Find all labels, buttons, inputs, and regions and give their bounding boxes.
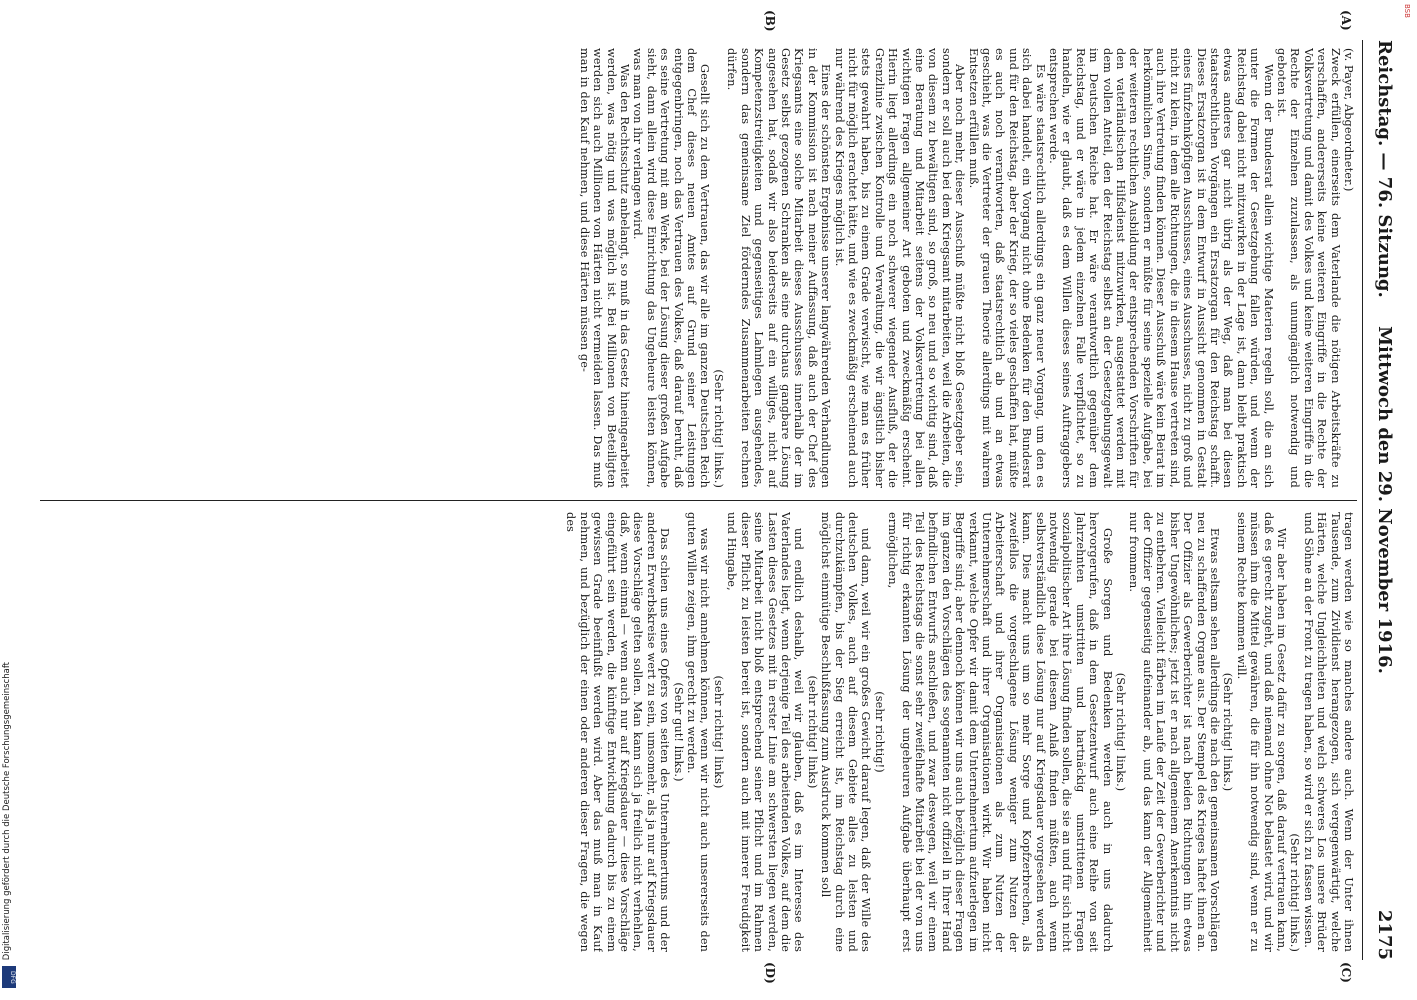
interjection: (Sehr richtig! links.) [1114,672,1128,792]
paragraph: Was den Rechtsschutz anbelangt, so muß in das Gesetz hineingearbeitet werden, was nötig und was möglich ist. Bei Millionen von Beteiligten werden sich auch Millionen von Härten nicht vermeiden lassen. Das muß man in den Kauf nehmen, und diese Härten müssen ge- [577,48,632,488]
paragraph: Gesellt sich zu dem Vertrauen, das wir alle im ganzen Deutschen Reich dem Chef dieses neuen Amtes auf Grund seiner Leistungen entgegenbringen, noch das Vertrauen des Volkes, daß darauf beruht, daß es seine Vertretung mit am Werke, bei der Lösung dieser großen Aufgabe sieht, dann allein wird diese Einrichtung das Ungeheure leisten können, was man von ihr verlangen wird. [631,48,712,488]
digitization-credit: Digitalisierung gefördert durch die Deutsche Forschungsgemeinschaft [2,661,12,960]
paragraph: Wir aber haben im Gesetz dafür zu sorgen, daß darauf vertrauen kann, daß es gerecht zugeht, und daß niemand ohne Not belastet wird, und wir müssen ihm die Mittel gewähren, die für ihn notwendig sind, wenn er zu seinem Rechte kommen will. [1234,512,1288,952]
interjection: (sehr richtig! links) [711,675,725,789]
paragraph: Etwas seltsam sehen allerdings die nach den gemeinsamen Vorschlägen neu zu schaffenden Organe aus. Der Stempel des Krieges haftet ihnen an. Der Offizier als Gewerberichter ist nach beiden Richtungen hin etwas bisher Ungewöhnliches; jetzt ist er nach allgemeinem Anerkenntnis nicht zu entbehren. Vielleicht färben im Laufe der Zeit der Gewerberichter und der Offizier gegenseitig aufeinander ab, und das kann der Allgemeinheit nur frommen. [1127,512,1221,952]
interjection: (sehr richtig! links) [805,675,819,789]
column-rule [40,500,1357,501]
interjection: (sehr richtig!) [872,691,886,773]
interjection: (Sehr richtig! links.) [1288,833,1302,952]
paragraph: tragen werden wie so manches andere auch. Wenn der Unter ihnen Tausende, zum Zivildienst herangezogen, sich vergegenwärtigt, welche Härten, welche Ungleichheiten und welch schweres Los unsere Brüder und Söhne an der Front zu tragen haben, so wird er sich zu fassen wissen. [1301,512,1355,952]
right-column [60,512,1355,952]
header-left: Reichstag. — 76. Sitzung. [1374,40,1395,298]
margin-mark-d: (D) [763,962,777,984]
speaker-line: (v. Payer, Abgeordneter.) [1342,48,1355,192]
interjection: (Sehr richtig! links.) [1221,672,1235,792]
dfg-logo: DFG [2,966,16,988]
paragraph: Es wäre staatsrechtlich allerdings ein ganz neuer Vorgang, um den es sich dabei handelt, ein Vorgang nicht ohne Bedenken für den Bundesrat und für den Reichstag, aber der Krieg, der so vieles geschaffen hat, müßte es auch noch verantworten, daß staatsrechtlich ab und an etwas geschieht, was die Vertreter der grauen Theorie allerdings mit wahrem Entsetzen erfüllen muß. [966,48,1047,488]
paragraph: was wir nicht annehmen können, wenn wir nicht auch unsererseits den guten Willen zeigen, ihm gerecht zu werden. [685,512,712,952]
margin-mark-b: (B) [763,10,777,32]
header-rule [1362,40,1363,960]
paragraph: und endlich deshalb, weil wir glauben, daß es im Interesse des Vaterlandes liegt, wenn derjenige Teil des arbeitenden Volkes, auf dem die Lasten dieses Gesetzes mit in erster Linie am schwersten liegen werden, seine Mitarbeit nicht bloß entsprechend seiner Pflicht und im Rahmen dieser Pflicht zu leisten bereit ist, sondern auch mit innerer Freudigkeit und Hingabe, [725,512,806,952]
paragraph: und dann, weil wir ein großes Gewicht darauf legen, daß der Wille des deutschen Volkes, auch auf diesem Gebiete alles zu leisten und durchzukämpfen, bis der Sieg erreicht ist, im Reichstag durch eine möglichst einmütige Beschlußfassung zum Ausdruck kommen soll [819,512,873,952]
page-number: 2175 [1374,909,1395,960]
library-mark: BSB [1403,4,1411,18]
header-date: Mittwoch den 29. November 1916. [1374,326,1395,674]
paragraph: Wenn der Bundesrat allein wichtige Materien regeln soll, die an sich unter die Formen der Gesetzgebung fallen würden, und wenn der Reichstag dabei nicht mitzuwirken in der Lage ist, dann bleibt praktisch etwas anderes gar nicht übrig als der Weg, daß man bei diesen staatsrechtlichen Vorgängen ein Ersatzorgan für den Reichstag schafft. Dieses Ersatzorgan ist in dem Entwurf in Aussicht genommen in Gestalt eines fünfzehnköpfigen Ausschusses, eines Ausschusses, nicht zu groß und nicht zu klein, in dem alle Richtungen, die in diesem Hause vertreten sind, auch ihre Vertretung finden können. Dieser Ausschuß wäre kein Beirat im herkömmlichen Sinne, sondern er müßte für seine spezielle Aufgabe, bei der weiteren rechtlichen Ausbildung der entsprechenden Vorschriften für den vaterländischen Hilfsdienst mitzuwirken, ausgestattet werden mit dem vollen Anteil, den der Reichstag selbst an der Gesetzgebungsgewalt im Deutschen Reiche hat. Er wäre verantwortlich gegenüber dem Reichstag, und er wäre in jedem einzelnen Falle verpflichtet, so zu handeln, wie er glaubt, daß es dem Willen dieses seines Auftraggebers entsprechen werde. [1047,48,1275,488]
paragraph: Zweck erfüllen, einerseits dem Vaterlande die nötigen Arbeitskräfte zu verschaffen, andererseits keine weiteren Eingriffe in die Rechte der Volksvertretung und damit des Volkes und keine weiteren Eingriffe in die Rechte der Einzelnen zuzulassen, als unumgänglich notwendig und geboten ist. [1274,48,1342,488]
left-column [60,48,1355,488]
paragraph: Aber noch mehr, dieser Ausschuß müßte nicht bloß Gesetzgeber sein, sondern er soll auch bei dem Kriegsamt mitarbeiten, weil die Arbeiten, die von diesem zu bewältigen sind, so groß, so neu und so wichtig sind, daß eine Beratung und Mitarbeit seitens der Volksvertretung bei allen wichtigen Fragen allgemeiner Art geboten und zweckmäßig erscheint. Hierin liegt allerdings ein noch schwerer wiegender Ausfluß, der die Grenzlinie zwischen Kontrolle und Verwaltung, die wir ängstlich bisher stets gewahrt haben, bis zu einem Grade verwischt, wie man es früher nicht für möglich erachtet hätte, und wie es zweckmäßig erscheinend auch nur während des Krieges möglich ist. [832,48,967,488]
interjection: (Sehr gut! links.) [671,682,685,782]
paragraph: Das schien uns eines Opfers von seiten des Unternehmertums und der anderen Erwerbskreise wert zu sein, umsomehr, als ja nur auf Kriegsdauer diese Vorschläge gelten sollen. Man kann sich ja freilich nicht verhehlen, daß, wenn einmal — wenn auch nur auf Kriegsdauer — diese Vorschläge eingeführt sein werden, die künftige Entwicklung dadurch bis zu einem gewissen Grade beeinflußt werden wird. Aber das muß man in Kauf nehmen, und bezüglich der einen oder anderen dieser Fragen, die wegen des [564,512,672,952]
paragraph: Eines der schönsten Ergebnisse unserer langwährenden Verhandlungen in der Kommission ist nach meiner Auffassung, daß auch der Chef des Kriegsamts eine solche Mitarbeit dieses Ausschusses innerhalb der im Gesetz selbst gezogenen Schranken als eine durchaus gangbare Lösung angesehen hat, sodaß wir also beiderseits auf ein williges, nicht auf Kompetenzstreitigkeiten und gegenseitiges Lahmlegen ausgehendes, sondern das gemeinsame Ziel förderndes Zusammenarbeiten rechnen dürfen. [725,48,833,488]
paragraph: Große Sorgen und Bedenken werden auch in uns dadurch hervorgerufen, daß in dem Gesetzentwurf auch eine Reihe von seit Jahrzehnten umstritten und hartnäckig umstrittenen Fragen sozialpolitischer Art ihre Lösung finden sollen, die sie an und für sich nicht notwendig gerade bei diesem Anlaß finden müßten, auch wenn selbstverständlich diese Lösung nur auf Kriegsdauer vorgesehen werden kann. Dies macht uns um so mehr Sorge und Kopfzerbrechen, als zweifellos die vorgeschlagene Lösung weniger zum Nutzen der Arbeiterschaft und ihrer Organisationen als zum Nutzen der Unternehmerschaft und ihrer Organisationen wirkt. Wir haben nicht verkannt, welche Opfer wir damit dem Unternehmertum aufzuerlegen im Begriffe sind; aber dennoch können wir uns auch bezüglich dieser Fragen im ganzen den Vorschlägen des sogenannten nicht offiziell in Ihrer Hand befindlichen Entwurfs anschließen, und zwar deswegen, weil wir einem Teil des Reichstags die sonst sehr zweifelhafte Mitarbeit bei der von uns für richtig erkannten Lösung der ungeheuren Aufgabe überhaupt erst ermöglichen, [886,512,1114,952]
margin-mark-a: (A) [1339,10,1353,31]
interjection: (Sehr richtig! links.) [711,369,725,488]
margin-mark-c: (C) [1339,962,1353,983]
page-header [1369,40,1395,960]
